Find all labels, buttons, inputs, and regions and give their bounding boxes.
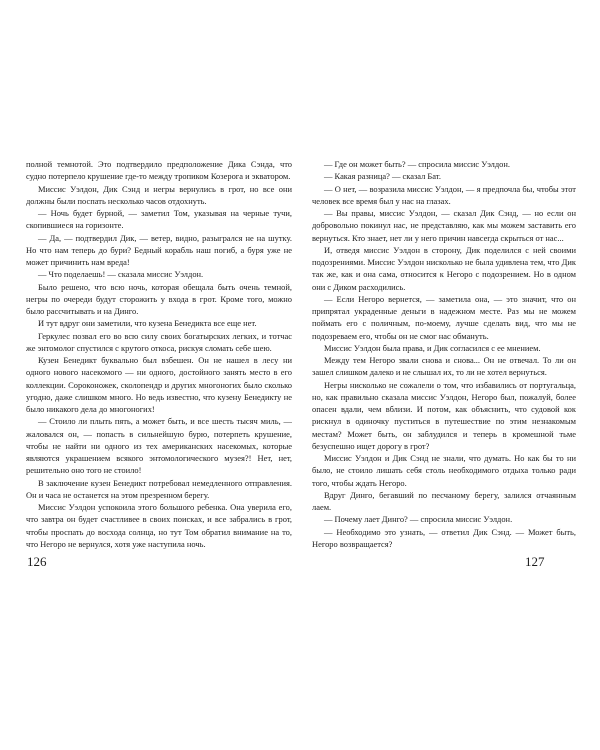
left-paragraph-5: — Что поделаешь! — сказала миссис Уэлдон. — [38, 269, 204, 280]
left-page-number: 126 — [27, 554, 47, 569]
left-paragraph-8: Геркулес позвал его во всю силу своих богатырских легких, и тотчас же энтомолог спустился с крутого откоса, рискуя сломать себе шею. — [26, 330, 292, 353]
right-paragraph-8: Между тем Негоро звали снова и снова... Он не отвечал. То ли он зашел слишком далеко и не слышал их, то ли не хотел вернуться. — [312, 355, 576, 378]
left-page-text — [26, 158, 292, 550]
left-paragraph-11: В заключение кузен Бенедикт потребовал немедленного отправления. Он и часа не останется на этом презренном берегу. — [26, 477, 292, 500]
right-paragraph-6: — Если Негоро вернется, — заметила она, — это значит, что он припрятал украденные деньги в надежном месте. Раз мы не можем поймать его с поличным, по-моему, лучше сделать вид, что мы не подозреваем его, чтобы он не смог нас обмануть. — [312, 293, 576, 341]
right-paragraph-1: — Где он может быть? — спросила миссис Уэлдон. — [324, 159, 511, 169]
left-paragraph-10: — Стоило ли плыть пять, а может быть, и все шесть тысяч миль, — жаловался он, — попасть в сильнейшую бурю, потерпеть крушение, чтобы не найти ни одного из тех американских насекомых, которые являются украшением всякого энтомологического музея?! Нет, нет, решительно оно того не стоило! — [26, 416, 292, 476]
left-paragraph-6: Было решено, что всю ночь, которая обещала быть очень темной, негры по очереди будут сторожить у входа в грот. Кроме того, можно было рассчитывать и на Динго. — [26, 281, 292, 316]
right-page-number: 127 — [525, 554, 545, 569]
right-paragraph-4: — Вы правы, миссис Уэлдон, — сказал Дик Сэнд, — но если он добровольно покинул нас, не представляю, как мы можем заставить его вернуться. Кто знает, нет ли у него причин навсегда скрыться от нас... — [312, 208, 576, 243]
left-paragraph-2: Миссис Уэлдон, Дик Сэнд и негры вернулись в грот, но все они должны были поспать несколько часов отдохнуть. — [26, 183, 292, 206]
right-page-text — [312, 158, 576, 550]
left-paragraph-7: И тут вдруг они заметили, что кузена Бенедикта все еще нет. — [38, 318, 257, 329]
left-paragraph-4: — Да, — подтвердил Дик, — ветер, видно, разыгрался не на шутку. Но что нам теперь до бури? Бедный корабль наш погиб, а буря уже не может причинить нам вреда! — [26, 232, 292, 267]
left-paragraph-12: Миссис Уэлдон успокоила этого большого ребенка. Она уверила его, что завтра он будет счастливее в своих поисках, и все забрались в грот, чтобы проспать до восхода солнца, но тут Том обратил внимание на то, что Негоро не вернулся, хотя уже наступила ночь. — [26, 502, 292, 549]
right-paragraph-3: — О нет, — возразила миссис Уэлдон, — я предпочла бы, чтобы этот человек все время был у нас на глазах. — [312, 183, 576, 206]
right-paragraph-7: Миссис Уэлдон была права, и Дик согласился с ее мнением. — [324, 342, 541, 353]
left-paragraph-3: — Ночь будет бурной, — заметил Том, указывая на черные тучи, скопившиеся на горизонте. — [26, 208, 292, 231]
right-paragraph-9: Негры нисколько не сожалели о том, что избавились от португальца, но, как правильно сказала миссис Уэлдон, Негоро был, пожалуй, более опасен вдали, чем вблизи. И потом, как объяснить, что судовой кок рискнул в одиночку пуститься в путешествие по этим незнакомым местам? Может быть, он заблудился и теперь в кромешной тьме безуспешно ищет дорогу в грот? — [312, 379, 576, 451]
left-paragraph-1: полной темнотой. Это подтвердило предположение Дика Сэнда, что судно потерпело крушение где-то между тропиком Козерога и экватором. — [26, 159, 292, 182]
right-paragraph-13: — Необходимо это узнать, — ответил Дик Сэнд. — Может быть, Негоро возвращается? — [312, 526, 576, 549]
right-paragraph-12: — Почему лает Динго? — спросила миссис Уэлдон. — [324, 514, 513, 525]
right-paragraph-5: И, отведя миссис Уэлдон в сторону, Дик поделился с ней своими подозрениями. Миссис Уэлдон нисколько не была удивлена тем, что Дик так же, как и она сама, относится к Негоро с подозрением. Но в одном они с Диком расходились. — [312, 244, 576, 292]
right-paragraph-10: Миссис Уэлдон и Дик Сэнд не знали, что думать. Но как бы то ни было, не стоило лишать себя столь необходимого отдыха только ради того, чтобы ждать Негоро. — [312, 453, 576, 488]
left-paragraph-9: Кузен Бенедикт буквально был взбешен. Он не нашел в лесу ни одного нового насекомого — ни одного, достойного занять место в его коллекции. Сороконожек, сколопендр и других многоногих было сколько угодно, даже слишком много. Но ведь известно, что кузену Бенедикту не было никакого дела до многоногих! — [26, 355, 292, 414]
right-paragraph-11: Вдруг Динго, бегавший по песчаному берегу, залился отчаянным лаем. — [312, 489, 576, 512]
right-paragraph-2: — Какая разница? — сказал Бат. — [324, 171, 441, 182]
